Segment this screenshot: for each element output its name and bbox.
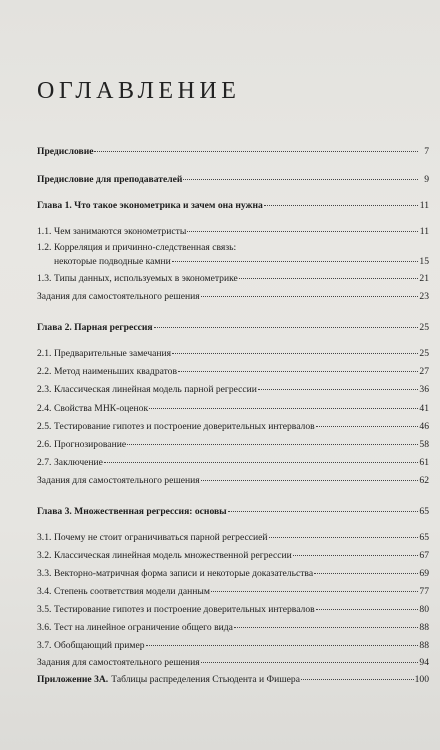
leader-dots: [154, 319, 418, 328]
toc-section: [37, 225, 429, 238]
toc-entry-page: 25: [419, 322, 429, 333]
leader-dots: [187, 223, 418, 232]
toc-entry-page: 62: [419, 475, 429, 486]
toc-section-number: 3.4.: [37, 586, 52, 597]
toc-entry-label: Корреляция и причинно-следственная связь:: [54, 242, 237, 253]
toc-entry-label: Метод наименьших квадратов: [54, 366, 178, 377]
toc-section: [37, 585, 429, 598]
toc-section: [37, 438, 429, 451]
toc-entry-label: Классическая линейная модель множественной регрессии: [54, 550, 292, 561]
toc-section: [37, 549, 429, 562]
toc-appendix-label: Приложение 3А.: [37, 674, 109, 685]
toc-entry-label: Классическая линейная модель парной регрессии: [54, 384, 257, 395]
toc-section-number: 2.2.: [37, 366, 52, 377]
toc-entry-label: Тестирование гипотез и построение доверительных интервалов: [54, 604, 315, 615]
toc-entry-label: Предварительные замечания: [54, 348, 172, 359]
toc-entry-label: Задания для самостоятельного решения: [37, 657, 200, 668]
leader-dots: [264, 197, 418, 206]
leader-dots: [94, 143, 418, 152]
toc-entry-page: 27: [419, 366, 429, 377]
toc-entry-page: 80: [419, 604, 429, 615]
toc-entry-page: 67: [419, 550, 429, 561]
toc-entry-page: 7: [424, 146, 429, 157]
toc-section-continuation: [37, 255, 429, 268]
toc-section: [37, 402, 429, 415]
toc-section: [37, 272, 429, 285]
leader-dots: [228, 503, 418, 512]
toc-chapter: [37, 199, 429, 212]
toc-entry-label: Обобщающий пример: [54, 640, 145, 651]
toc-section: [37, 567, 429, 580]
toc-entry-label: Заключение: [54, 457, 103, 468]
toc-entry-label: Глава 3. Множественная регрессия: основы: [37, 506, 227, 517]
leader-dots: [239, 270, 418, 279]
leader-dots: [172, 253, 418, 262]
leader-dots: [301, 671, 414, 680]
toc-entry-label: Прогнозирование: [54, 439, 127, 450]
page-title: ОГЛАВЛЕНИЕ: [37, 78, 241, 104]
toc-entry-page: 65: [419, 532, 429, 543]
leader-dots: [172, 345, 418, 354]
toc-entry-label: Тест на линейное ограничение общего вида: [54, 622, 233, 633]
toc-section-number: 1.3.: [37, 273, 52, 284]
leader-dots: [178, 363, 418, 372]
leader-dots: [201, 472, 418, 481]
toc-section-number: 3.2.: [37, 550, 52, 561]
leader-dots: [269, 529, 418, 538]
toc-entry: [37, 145, 429, 158]
toc-entry-label: Задания для самостоятельного решения: [37, 291, 200, 302]
toc-section: [37, 621, 429, 634]
toc-entry-label-continued: некоторые подводные камни: [54, 256, 171, 267]
toc-entry-page: 23: [419, 291, 429, 302]
toc-appendix: [37, 673, 429, 686]
leader-dots: [314, 565, 418, 574]
leader-dots: [104, 454, 418, 463]
leader-dots: [149, 400, 418, 409]
leader-dots: [211, 583, 418, 592]
toc-entry-page: 36: [419, 384, 429, 395]
toc-chapter: [37, 505, 429, 518]
toc-entry-label: Векторно-матричная форма записи и некоторые доказательства: [54, 568, 314, 579]
leader-dots: [258, 381, 418, 390]
toc-entry-label: Степень соответствия модели данным: [54, 586, 210, 597]
toc-entry-page: 46: [419, 421, 429, 432]
toc-entry-page: 65: [419, 506, 429, 517]
toc-section-number: 2.1.: [37, 348, 52, 359]
leader-dots: [234, 619, 418, 628]
toc-entry-label: Почему не стоит ограничиваться парной регрессией: [54, 532, 268, 543]
toc-entry-page: 100: [414, 674, 429, 685]
toc-section: [37, 603, 429, 616]
toc-section: [37, 456, 429, 469]
leader-dots: [201, 288, 418, 297]
toc-chapter: [37, 321, 429, 334]
toc-section-number: 1.2.: [37, 242, 52, 253]
toc-entry: [37, 656, 429, 669]
toc-section: [37, 639, 429, 652]
toc-entry-page: 11: [419, 200, 429, 211]
toc-section-number: 3.7.: [37, 640, 52, 651]
toc-entry-label: Типы данных, используемых в эконометрике: [54, 273, 238, 284]
toc-entry-page: 21: [419, 273, 429, 284]
toc-entry-page: 69: [419, 568, 429, 579]
toc-section-number: 2.6.: [37, 439, 52, 450]
toc-section: [37, 420, 429, 433]
toc-section: [37, 365, 429, 378]
toc-section-number: 3.6.: [37, 622, 52, 633]
toc-entry-page: 94: [419, 657, 429, 668]
toc-entry-page: 77: [419, 586, 429, 597]
toc-entry-label: Предисловие для преподавателей: [37, 174, 183, 185]
toc-section: [37, 383, 429, 396]
toc-entry-label: Глава 2. Парная регрессия: [37, 322, 153, 333]
leader-dots: [316, 601, 418, 610]
toc-section-number: 2.3.: [37, 384, 52, 395]
toc-entry-page: 88: [419, 640, 429, 651]
leader-dots: [293, 547, 418, 556]
toc-section: [37, 531, 429, 544]
toc-entry: [37, 474, 429, 487]
toc-section-number: 2.5.: [37, 421, 52, 432]
toc-entry: [37, 290, 429, 303]
toc-entry-page: 25: [419, 348, 429, 359]
toc-entry-page: 41: [419, 403, 429, 414]
toc-section-number: 2.4.: [37, 403, 52, 414]
toc-section-number: 3.1.: [37, 532, 52, 543]
toc-entry-label: Задания для самостоятельного решения: [37, 475, 200, 486]
toc-section-number: 2.7.: [37, 457, 52, 468]
toc-entry-label: Глава 1. Что такое эконометрика и зачем она нужна: [37, 200, 263, 211]
toc-entry-page: 15: [419, 256, 429, 267]
leader-dots: [127, 436, 418, 445]
toc-entry-page: 11: [419, 226, 429, 237]
leader-dots: [201, 654, 418, 663]
toc-entry-page: 58: [419, 439, 429, 450]
leader-dots: [316, 418, 418, 427]
leader-dots: [146, 637, 418, 646]
toc-entry-page: 88: [419, 622, 429, 633]
toc-section: [37, 347, 429, 360]
toc-entry-page: 9: [424, 174, 429, 185]
toc-section-number: 3.3.: [37, 568, 52, 579]
toc-section-number: 1.1.: [37, 226, 52, 237]
toc-entry-label: Свойства МНК-оценок: [54, 403, 149, 414]
toc-section-number: 3.5.: [37, 604, 52, 615]
toc-entry-label: Предисловие: [37, 146, 94, 157]
toc-entry: [37, 173, 429, 186]
leader-dots: [183, 171, 418, 180]
toc-entry-label: Чем занимаются эконометристы: [54, 226, 187, 237]
toc-entry-page: 61: [419, 457, 429, 468]
toc-entry-label: Тестирование гипотез и построение доверительных интервалов: [54, 421, 315, 432]
toc-appendix-title: Таблицы распределения Стьюдента и Фишера: [111, 674, 300, 685]
